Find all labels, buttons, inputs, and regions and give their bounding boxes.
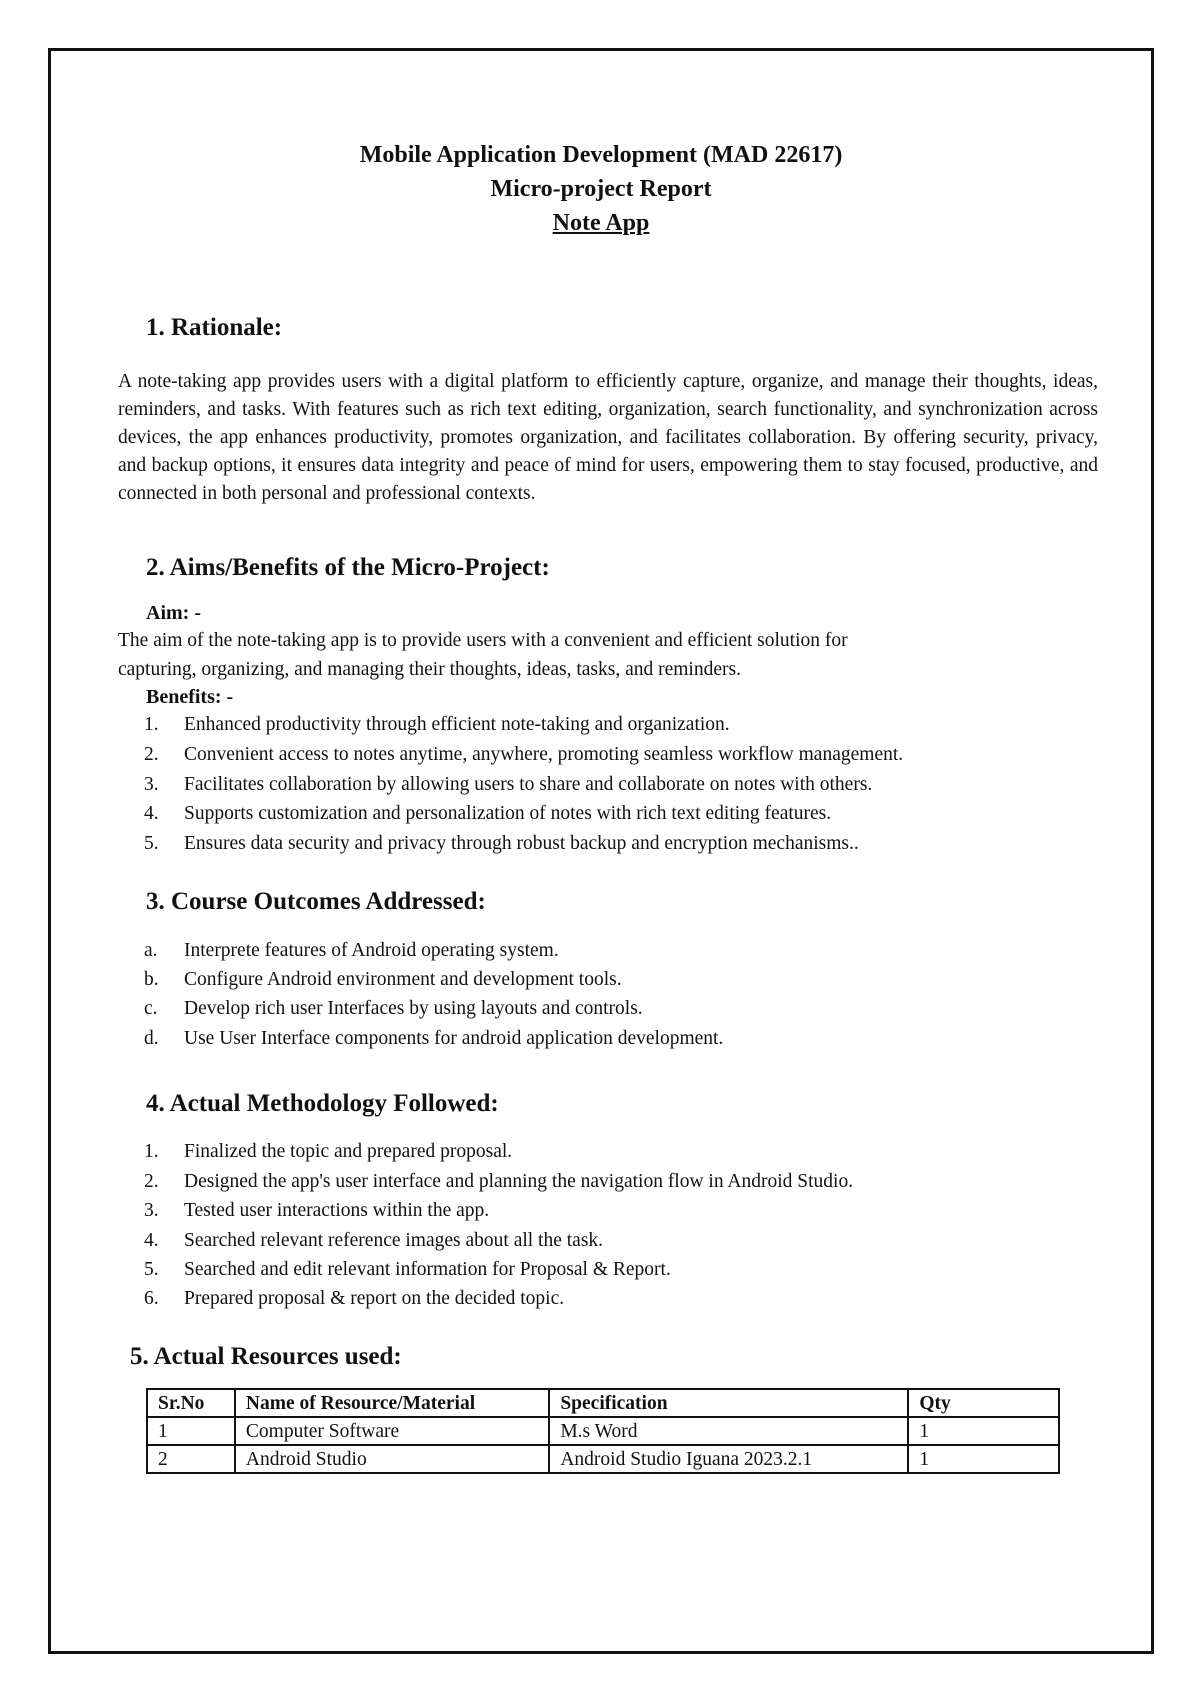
column-header-srno: Sr.No <box>147 1389 235 1417</box>
list-marker: 3. <box>144 1200 159 1221</box>
list-marker: 2. <box>144 1171 159 1192</box>
list-text: Supports customization and personalization of notes with rich text editing features. <box>184 803 832 824</box>
table-cell: Android Studio <box>235 1445 549 1473</box>
table-cell: 1 <box>908 1445 1059 1473</box>
aim-text-line2: capturing, organizing, and managing their thoughts, ideas, tasks, and reminders. <box>118 659 741 680</box>
list-marker: 4. <box>144 803 159 824</box>
list-text: Finalized the topic and prepared proposal. <box>184 1141 513 1162</box>
table-row <box>147 1417 1059 1445</box>
list-text: Designed the app's user interface and planning the navigation flow in Android Studio. <box>184 1171 854 1192</box>
list-marker: b. <box>144 969 159 990</box>
column-header-resource: Name of Resource/Material <box>235 1389 549 1417</box>
list-marker: a. <box>144 940 158 961</box>
list-text: Ensures data security and privacy through robust backup and encryption mechanisms.. <box>184 833 859 854</box>
list-text: Interprete features of Android operating system. <box>184 940 559 961</box>
table-cell: 1 <box>147 1417 235 1445</box>
list-text: Enhanced productivity through efficient note-taking and organization. <box>184 714 730 735</box>
list-text: Searched and edit relevant information for Proposal & Report. <box>184 1259 671 1280</box>
list-text: Tested user interactions within the app. <box>184 1200 490 1221</box>
aim-text-line1: The aim of the note-taking app is to provide users with a convenient and efficient solution for <box>118 630 848 651</box>
table-cell: 1 <box>908 1417 1059 1445</box>
resources-table <box>146 1388 1060 1474</box>
table-cell: Computer Software <box>235 1417 549 1445</box>
list-marker: 6. <box>144 1288 159 1309</box>
list-text: Searched relevant reference images about all the task. <box>184 1230 604 1251</box>
methodology-heading: 4. Actual Methodology Followed: <box>146 1090 499 1117</box>
aims-heading: 2. Aims/Benefits of the Micro-Project: <box>146 554 550 581</box>
list-text: Facilitates collaboration by allowing users to share and collaborate on notes with others. <box>184 774 873 795</box>
list-marker: 1. <box>144 1141 159 1162</box>
aim-label: Aim: - <box>146 602 201 624</box>
column-header-specification: Specification <box>549 1389 908 1417</box>
table-row <box>147 1445 1059 1473</box>
list-marker: d. <box>144 1028 159 1049</box>
rationale-heading: 1. Rationale: <box>146 314 283 341</box>
rationale-text: A note-taking app provides users with a digital platform to efficiently capture, organize, and manage their thoughts, ideas, reminders, and tasks. With features such as rich text editing, organization, search functionality, and synchronization across devices, the app enhances productivity, promotes organization, and facilitates collaboration. By offering security, privacy, and backup options, it ensures data integrity and peace of mind for users, empowering them to stay focused, productive, and connected in both personal and professional contexts. <box>118 371 1098 504</box>
list-text: Develop rich user Interfaces by using layouts and controls. <box>184 998 643 1019</box>
outcomes-heading: 3. Course Outcomes Addressed: <box>146 888 486 915</box>
list-marker: 5. <box>144 833 159 854</box>
list-text: Convenient access to notes anytime, anywhere, promoting seamless workflow management. <box>184 744 904 765</box>
table-cell: 2 <box>147 1445 235 1473</box>
list-text: Prepared proposal & report on the decided topic. <box>184 1288 565 1309</box>
resources-heading: 5. Actual Resources used: <box>130 1343 402 1370</box>
list-marker: 4. <box>144 1230 159 1251</box>
document-title <box>48 138 1154 240</box>
title-report-type: Micro-project Report <box>490 176 712 202</box>
list-marker: 2. <box>144 744 159 765</box>
table-cell: Android Studio Iguana 2023.2.1 <box>549 1445 908 1473</box>
list-marker: 1. <box>144 714 159 735</box>
rationale-body <box>118 368 1098 508</box>
list-marker: 3. <box>144 774 159 795</box>
column-header-qty: Qty <box>908 1389 1059 1417</box>
title-project-name: Note App <box>552 210 650 236</box>
table-header-row <box>147 1389 1059 1417</box>
title-course: Mobile Application Development (MAD 22617) <box>359 142 843 168</box>
benefits-label: Benefits: - <box>146 686 234 708</box>
list-marker: c. <box>144 998 158 1019</box>
list-text: Configure Android environment and development tools. <box>184 969 622 990</box>
table-cell: M.s Word <box>549 1417 908 1445</box>
list-marker: 5. <box>144 1259 159 1280</box>
list-text: Use User Interface components for android application development. <box>184 1028 724 1049</box>
